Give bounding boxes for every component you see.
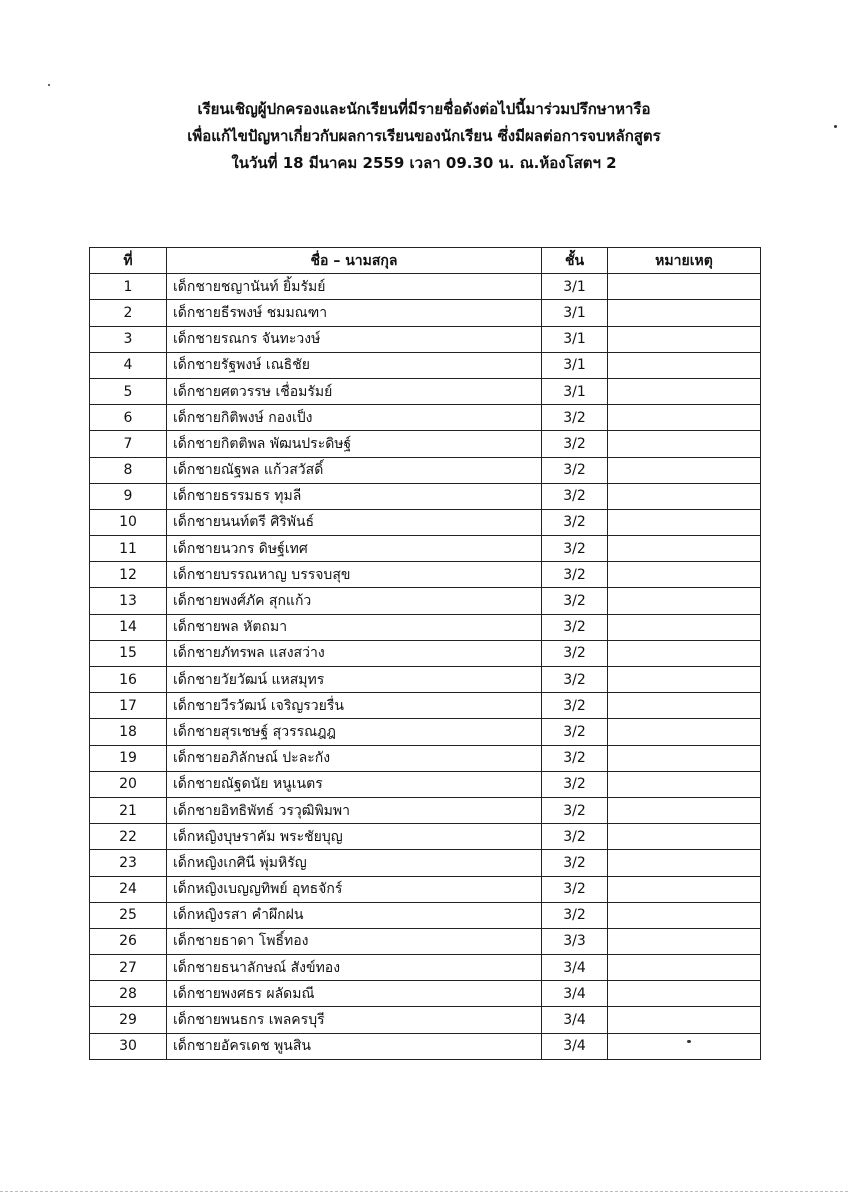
class-cell: 3/2 <box>542 824 608 850</box>
remark-cell <box>608 693 761 719</box>
class-cell: 3/2 <box>542 797 608 823</box>
row-number-cell: 7 <box>90 431 167 457</box>
student-name-cell: เด็กชายกิตติพล พัฒนประดิษฐ์ <box>167 431 542 457</box>
class-cell: 3/2 <box>542 719 608 745</box>
student-name-cell: เด็กชายนนท์ตรี ศิริพันธ์ <box>167 509 542 535</box>
row-number-cell: 16 <box>90 667 167 693</box>
remark-cell <box>608 457 761 483</box>
class-cell: 3/2 <box>542 509 608 535</box>
student-name-cell: เด็กชายณัฐพล แก้วสวัสดิ์ <box>167 457 542 483</box>
student-name-cell: เด็กชายชญานันท์ ยิ้มรัมย์ <box>167 274 542 300</box>
table-header-row <box>90 248 761 274</box>
table-row <box>90 352 761 378</box>
row-number-cell: 22 <box>90 824 167 850</box>
student-name-cell: เด็กชายธรรมธร ทุมลี <box>167 483 542 509</box>
class-cell: 3/2 <box>542 405 608 431</box>
row-number-cell: 17 <box>90 693 167 719</box>
student-name-cell: เด็กหญิงเบญญทิพย์ อุทธจักร์ <box>167 876 542 902</box>
student-name-cell: เด็กชายธนาลักษณ์ สังข์ทอง <box>167 955 542 981</box>
student-name-cell: เด็กชายอิทธิพัทธ์ วรวุฒิพิมพา <box>167 797 542 823</box>
table-row <box>90 405 761 431</box>
student-name-cell: เด็กชายวัยวัฒน์ แหสมุทร <box>167 667 542 693</box>
class-cell: 3/1 <box>542 352 608 378</box>
column-header-class: ชั้น <box>542 248 608 274</box>
row-number-cell: 1 <box>90 274 167 300</box>
remark-cell <box>608 300 761 326</box>
class-cell: 3/2 <box>542 902 608 928</box>
scan-speck <box>834 125 837 128</box>
class-cell: 3/2 <box>542 771 608 797</box>
row-number-cell: 15 <box>90 640 167 666</box>
student-name-cell: เด็กชายนวกร ดิษฐ์เทศ <box>167 536 542 562</box>
student-name-cell: เด็กชายกิติพงษ์ กองเป็ง <box>167 405 542 431</box>
remark-cell <box>608 536 761 562</box>
row-number-cell: 19 <box>90 745 167 771</box>
remark-cell <box>608 352 761 378</box>
remark-cell <box>608 955 761 981</box>
table-row <box>90 928 761 954</box>
remark-cell <box>608 483 761 509</box>
table-row <box>90 614 761 640</box>
table-row <box>90 457 761 483</box>
table-row <box>90 326 761 352</box>
row-number-cell: 24 <box>90 876 167 902</box>
table-row <box>90 850 761 876</box>
class-cell: 3/4 <box>542 1007 608 1033</box>
student-name-cell: เด็กชายธีรพงษ์ ชมมณฑา <box>167 300 542 326</box>
scan-speck <box>687 1040 691 1043</box>
remark-cell <box>608 640 761 666</box>
header-line-1: เรียนเชิญผู้ปกครองและนักเรียนที่มีรายชื่อดังต่อไปนี้มาร่วมปรึกษาหารือ <box>197 100 651 118</box>
class-cell: 3/4 <box>542 981 608 1007</box>
class-cell: 3/2 <box>542 667 608 693</box>
header-line-2: เพื่อแก้ไขปัญหาเกี่ยวกับผลการเรียนของนักเรียน ซึ่งมีผลต่อการจบหลักสูตร <box>187 127 661 145</box>
remark-cell <box>608 562 761 588</box>
row-number-cell: 14 <box>90 614 167 640</box>
student-name-cell: เด็กชายรณกร จันทะวงษ์ <box>167 326 542 352</box>
student-name-cell: เด็กชายพล หัตถมา <box>167 614 542 640</box>
row-number-cell: 8 <box>90 457 167 483</box>
student-name-cell: เด็กชายอภิลักษณ์ ปะละกัง <box>167 745 542 771</box>
row-number-cell: 20 <box>90 771 167 797</box>
table-row <box>90 562 761 588</box>
remark-cell <box>608 797 761 823</box>
table-row <box>90 955 761 981</box>
column-header-name: ชื่อ – นามสกุล <box>167 248 542 274</box>
class-cell: 3/2 <box>542 431 608 457</box>
class-cell: 3/2 <box>542 536 608 562</box>
table-row <box>90 640 761 666</box>
student-name-cell: เด็กชายพงศธร ผลัดมณี <box>167 981 542 1007</box>
table-body <box>90 274 761 1060</box>
table-row <box>90 588 761 614</box>
class-cell: 3/3 <box>542 928 608 954</box>
column-header-number: ที่ <box>90 248 167 274</box>
row-number-cell: 2 <box>90 300 167 326</box>
table-row <box>90 824 761 850</box>
class-cell: 3/4 <box>542 1033 608 1059</box>
row-number-cell: 29 <box>90 1007 167 1033</box>
remark-cell <box>608 771 761 797</box>
remark-cell <box>608 928 761 954</box>
row-number-cell: 28 <box>90 981 167 1007</box>
document-header <box>0 96 848 177</box>
row-number-cell: 26 <box>90 928 167 954</box>
remark-cell <box>608 405 761 431</box>
class-cell: 3/1 <box>542 326 608 352</box>
student-name-cell: เด็กชายพงศ์ภัค สุกแก้ว <box>167 588 542 614</box>
class-cell: 3/1 <box>542 274 608 300</box>
student-name-cell: เด็กหญิงรสา คำผึกฝน <box>167 902 542 928</box>
student-name-cell: เด็กชายบรรณหาญ บรรจบสุข <box>167 562 542 588</box>
row-number-cell: 21 <box>90 797 167 823</box>
class-cell: 3/2 <box>542 693 608 719</box>
table-row <box>90 981 761 1007</box>
class-cell: 3/2 <box>542 483 608 509</box>
remark-cell <box>608 378 761 404</box>
table-row <box>90 771 761 797</box>
table-row <box>90 509 761 535</box>
row-number-cell: 18 <box>90 719 167 745</box>
remark-cell <box>608 326 761 352</box>
remark-cell <box>608 981 761 1007</box>
class-cell: 3/4 <box>542 955 608 981</box>
remark-cell <box>608 876 761 902</box>
class-cell: 3/2 <box>542 745 608 771</box>
remark-cell <box>608 719 761 745</box>
row-number-cell: 4 <box>90 352 167 378</box>
table-row <box>90 378 761 404</box>
row-number-cell: 9 <box>90 483 167 509</box>
student-name-cell: เด็กชายพนธกร เพลครบุรี <box>167 1007 542 1033</box>
table-row <box>90 797 761 823</box>
row-number-cell: 25 <box>90 902 167 928</box>
row-number-cell: 27 <box>90 955 167 981</box>
class-cell: 3/2 <box>542 850 608 876</box>
student-name-cell: เด็กชายสุรเชษฐ์ สุวรรณฎฎ <box>167 719 542 745</box>
table-row <box>90 902 761 928</box>
class-cell: 3/2 <box>542 614 608 640</box>
header-line-3: ในวันที่ 18 มีนาคม 2559 เวลา 09.30 น. ณ.ห้องโสตฯ 2 <box>231 154 617 172</box>
student-roster-table <box>89 247 761 1060</box>
class-cell: 3/2 <box>542 457 608 483</box>
table-row <box>90 876 761 902</box>
remark-cell <box>608 1033 761 1059</box>
class-cell: 3/2 <box>542 640 608 666</box>
table-row <box>90 719 761 745</box>
student-name-cell: เด็กหญิงบุษราคัม พระชัยบุญ <box>167 824 542 850</box>
table-row <box>90 667 761 693</box>
row-number-cell: 5 <box>90 378 167 404</box>
class-cell: 3/1 <box>542 378 608 404</box>
row-number-cell: 12 <box>90 562 167 588</box>
row-number-cell: 10 <box>90 509 167 535</box>
table-row <box>90 536 761 562</box>
table-row <box>90 1007 761 1033</box>
student-name-cell: เด็กชายณัฐดนัย หนูเนตร <box>167 771 542 797</box>
student-name-cell: เด็กหญิงเกศินี พุ่มหิรัญ <box>167 850 542 876</box>
scan-speck <box>48 84 50 86</box>
remark-cell <box>608 588 761 614</box>
remark-cell <box>608 667 761 693</box>
row-number-cell: 6 <box>90 405 167 431</box>
class-cell: 3/2 <box>542 562 608 588</box>
class-cell: 3/1 <box>542 300 608 326</box>
remark-cell <box>608 850 761 876</box>
student-name-cell: เด็กชายศตวรรษ เชื่อมรัมย์ <box>167 378 542 404</box>
table-row <box>90 745 761 771</box>
remark-cell <box>608 1007 761 1033</box>
remark-cell <box>608 745 761 771</box>
remark-cell <box>608 824 761 850</box>
remark-cell <box>608 274 761 300</box>
row-number-cell: 13 <box>90 588 167 614</box>
student-name-cell: เด็กชายรัฐพงษ์ เณธิชัย <box>167 352 542 378</box>
row-number-cell: 11 <box>90 536 167 562</box>
table-row <box>90 431 761 457</box>
row-number-cell: 30 <box>90 1033 167 1059</box>
table-row <box>90 300 761 326</box>
remark-cell <box>608 431 761 457</box>
table-row <box>90 1033 761 1059</box>
row-number-cell: 23 <box>90 850 167 876</box>
remark-cell <box>608 509 761 535</box>
table-row <box>90 693 761 719</box>
student-name-cell: เด็กชายอัครเดช พูนสิน <box>167 1033 542 1059</box>
student-name-cell: เด็กชายธาดา โพธิ์ทอง <box>167 928 542 954</box>
column-header-remark: หมายเหตุ <box>608 248 761 274</box>
remark-cell <box>608 902 761 928</box>
class-cell: 3/2 <box>542 876 608 902</box>
row-number-cell: 3 <box>90 326 167 352</box>
class-cell: 3/2 <box>542 588 608 614</box>
student-name-cell: เด็กชายวีรวัฒน์ เจริญรวยรื่น <box>167 693 542 719</box>
scan-edge-line <box>0 1191 848 1193</box>
table-row <box>90 483 761 509</box>
remark-cell <box>608 614 761 640</box>
table-row <box>90 274 761 300</box>
student-name-cell: เด็กชายภัทรพล แสงสว่าง <box>167 640 542 666</box>
